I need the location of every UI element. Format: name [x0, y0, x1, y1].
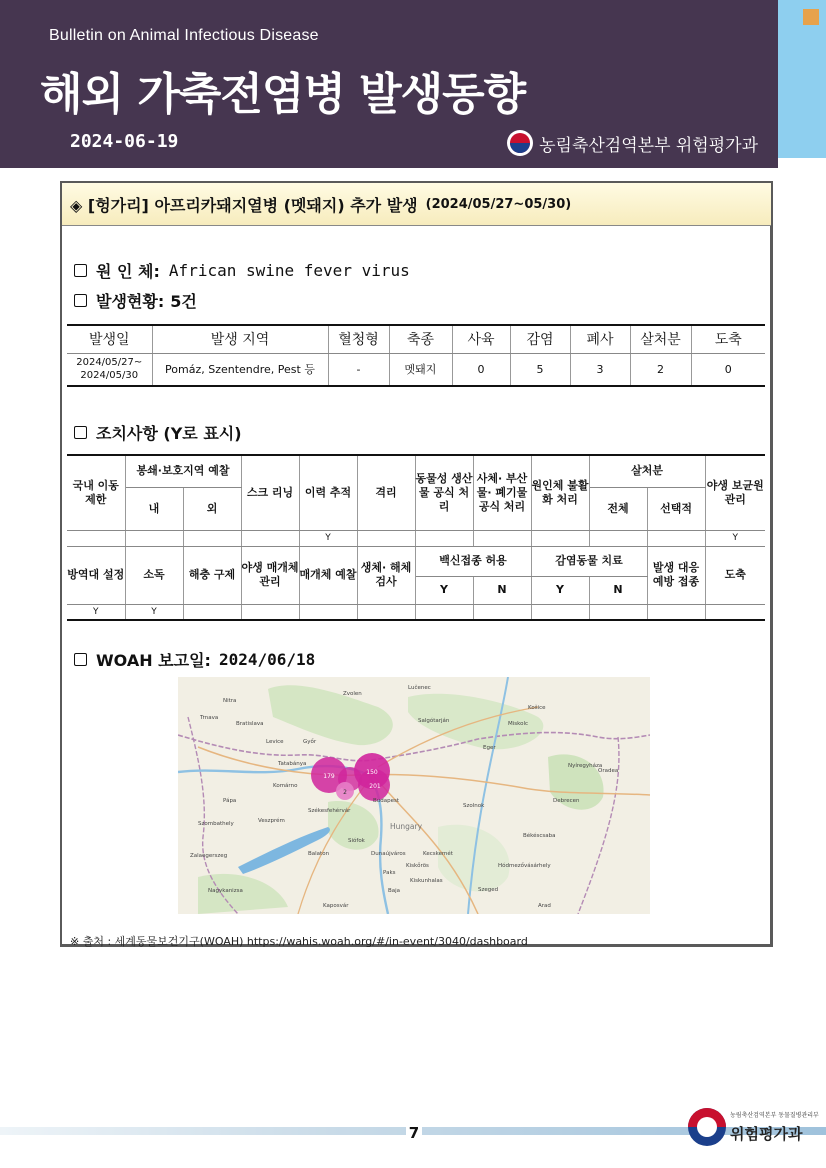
city-label: Arad — [538, 903, 551, 909]
city-label: Bratislava — [236, 721, 264, 727]
v1-3 — [241, 530, 299, 546]
city-label: Oradea — [598, 768, 619, 774]
pathogen-value: African swine fever virus — [168, 261, 410, 280]
measures-values-row-1 — [67, 530, 765, 546]
city-label: Paks — [383, 870, 396, 876]
city-label: Győr — [303, 739, 317, 745]
city-label: Tatabánya — [278, 761, 307, 767]
city-label: Zalaegerszeg — [190, 853, 228, 859]
v1-9 — [589, 530, 647, 546]
outbreak-table — [67, 324, 765, 387]
h-treat-n: N — [589, 576, 647, 604]
city-label: Eger — [483, 745, 496, 751]
outbreak-map — [178, 677, 650, 914]
square-bullet-icon — [74, 294, 87, 307]
v2-9 — [589, 604, 647, 620]
h-stamping-all: 전체 — [589, 487, 647, 530]
city-label: Nagykanizsa — [208, 888, 243, 894]
city-label: Zvolen — [343, 691, 362, 697]
report-period: (2024/05/27~05/30) — [425, 196, 572, 212]
v2-8 — [531, 604, 589, 620]
cell-date: 2024/05/27~ 2024/05/30 — [67, 353, 152, 386]
city-label: Veszprém — [258, 818, 285, 824]
city-label: Baja — [388, 888, 401, 894]
h-vacc-y: Y — [415, 576, 473, 604]
col-slaughtered: 도축 — [691, 325, 765, 353]
status-value: 5건 — [170, 292, 197, 311]
v2-7 — [473, 604, 531, 620]
col-date: 발생일 — [67, 325, 152, 353]
h-screening: 스크 리닝 — [241, 455, 299, 530]
h-products: 동물성 생산물 공식 처리 — [415, 455, 473, 530]
measures-header-row-1a — [67, 455, 765, 487]
cluster-label: 201 — [369, 783, 381, 790]
city-label: Dunaújváros — [371, 851, 406, 857]
v2-10 — [647, 604, 705, 620]
cell-susceptible: 0 — [452, 353, 510, 386]
report-frame — [60, 181, 773, 947]
h-tracing: 이력 추적 — [299, 455, 357, 530]
city-label: Nyíregyháza — [568, 763, 603, 769]
city-label: Levice — [266, 739, 284, 745]
city-label: Székesfehérvár — [308, 808, 351, 814]
cluster-label: 179 — [323, 773, 335, 780]
cell-species: 멧돼지 — [389, 353, 452, 386]
decorative-orange-square — [803, 9, 819, 25]
v1-11: Y — [705, 530, 765, 546]
outbreak-header-row — [67, 325, 765, 353]
v1-8 — [531, 530, 589, 546]
v1-1 — [125, 530, 183, 546]
v2-6 — [415, 604, 473, 620]
report-title: ◈ [헝가리] 아프리카돼지열병 (멧돼지) 추가 발생 — [70, 195, 418, 215]
v1-2 — [183, 530, 241, 546]
col-killed: 살처분 — [630, 325, 691, 353]
h-move-restrict: 국내 이동 제한 — [67, 455, 125, 530]
footer-division: 위험평가과 — [730, 1125, 803, 1143]
h-treatment: 감염동물 치료 — [531, 546, 647, 576]
city-label: Kiskunhalas — [410, 878, 443, 884]
col-susceptible: 사육 — [452, 325, 510, 353]
city-label: Szolnok — [463, 803, 485, 809]
cell-region: Pomáz, Szentendre, Pest 등 — [152, 353, 328, 386]
square-bullet-icon — [74, 426, 87, 439]
h-slaughter: 도축 — [705, 546, 765, 604]
h-zone-in: 내 — [125, 487, 183, 530]
v1-0 — [67, 530, 125, 546]
h-vector-surv: 매개체 예찰 — [299, 546, 357, 604]
measures-values-row-2 — [67, 604, 765, 620]
city-label: Hungary — [390, 822, 423, 831]
v1-7 — [473, 530, 531, 546]
cell-serotype: - — [328, 353, 389, 386]
cluster-label: 2 — [343, 789, 347, 796]
v1-10 — [647, 530, 705, 546]
city-label: Békéscsaba — [523, 833, 556, 839]
status-line — [74, 289, 197, 312]
h-wild-vector: 야생 매개체 관리 — [241, 546, 299, 604]
woah-date: 2024/06/18 — [218, 650, 316, 669]
department-name: 농림축산검역본부 위험평가과 — [539, 135, 758, 156]
v2-4 — [299, 604, 357, 620]
city-label: Salgótarján — [418, 718, 450, 724]
h-wildlife-mgmt: 야생 보균원 관리 — [705, 455, 765, 530]
city-label: Miskolc — [508, 721, 529, 727]
city-label: Szeged — [478, 887, 499, 893]
cluster-label: 150 — [366, 769, 378, 776]
h-stamping: 살처분 — [589, 455, 705, 487]
taegeuk-logo-icon — [507, 130, 533, 156]
h-vacc-n: N — [473, 576, 531, 604]
cell-deaths: 3 — [570, 353, 630, 386]
h-disinfection: 소독 — [125, 546, 183, 604]
page-number: 7 — [406, 1124, 422, 1144]
v2-11 — [705, 604, 765, 620]
h-zone: 봉쇄·보호지역 예찰 — [125, 455, 241, 487]
h-zone-out: 외 — [183, 487, 241, 530]
h-treat-y: Y — [531, 576, 589, 604]
city-label: Trnava — [200, 715, 219, 721]
department — [507, 130, 758, 156]
h-inactivation: 원인체 불활화 처리 — [531, 455, 589, 530]
footer-logo-icon — [688, 1108, 726, 1146]
h-zoning: 방역대 설정 — [67, 546, 125, 604]
cell-killed: 2 — [630, 353, 691, 386]
bulletin-subtitle: Bulletin on Animal Infectious Disease — [49, 27, 319, 44]
status-label: 발생현황: — [96, 292, 165, 311]
v1-5 — [357, 530, 415, 546]
h-carcass: 사체· 부산물· 폐기물 공식 처리 — [473, 455, 531, 530]
h-quarantine: 격리 — [357, 455, 415, 530]
city-label: Szombathely — [198, 821, 234, 827]
pathogen-label: 원 인 체: — [96, 262, 160, 281]
col-species: 축종 — [389, 325, 452, 353]
woah-line — [74, 648, 315, 671]
city-label: Lučenec — [408, 685, 431, 691]
col-deaths: 폐사 — [570, 325, 630, 353]
city-label: Komárno — [273, 783, 298, 789]
cell-cases: 5 — [510, 353, 570, 386]
footer-org: 농림축산검역본부 동물질병관리부 — [730, 1112, 819, 1119]
city-label: Budapest — [373, 798, 400, 804]
table-row — [67, 353, 765, 386]
report-date: 2024-06-19 — [70, 131, 179, 152]
city-label: Debrecen — [553, 798, 580, 804]
measures-table — [67, 454, 765, 621]
source-note: ※ 출처 : 세계동물보건기구(WOAH) https://wahis.woah.org/#/in-event/3040/dashboard — [70, 935, 528, 948]
v1-6 — [415, 530, 473, 546]
col-region: 발생 지역 — [152, 325, 328, 353]
report-title-bar — [62, 183, 771, 226]
v2-3 — [241, 604, 299, 620]
v2-0: Y — [67, 604, 125, 620]
h-vector: 해충 구제 — [183, 546, 241, 604]
page-title: 해외 가축전염병 발생동향 — [40, 69, 526, 120]
pathogen-line — [74, 259, 410, 282]
measures-header-row-2a — [67, 546, 765, 576]
v2-1: Y — [125, 604, 183, 620]
city-label: Kaposvár — [323, 903, 349, 909]
city-label: Siófok — [348, 838, 365, 844]
col-cases: 감염 — [510, 325, 570, 353]
city-label: Kiskőrös — [406, 863, 429, 869]
v1-4: Y — [299, 530, 357, 546]
col-serotype: 혈청형 — [328, 325, 389, 353]
city-label: Kecskemét — [423, 851, 453, 857]
h-test: 생체· 해체 검사 — [357, 546, 415, 604]
cell-slaughtered: 0 — [691, 353, 765, 386]
square-bullet-icon — [74, 653, 87, 666]
city-label: Balaton — [308, 851, 330, 857]
city-label: Pápa — [223, 798, 237, 804]
square-bullet-icon — [74, 264, 87, 277]
v2-2 — [183, 604, 241, 620]
measures-title: 조치사항 (Y로 표시) — [96, 424, 242, 443]
city-label: Nitra — [223, 698, 237, 704]
map-svg — [178, 677, 650, 914]
h-vaccination: 백신접종 허용 — [415, 546, 531, 576]
page-header — [0, 0, 778, 168]
h-stamping-sel: 선택적 — [647, 487, 705, 530]
measures-heading — [74, 421, 242, 444]
woah-label: WOAH 보고일: — [96, 651, 211, 670]
city-label: Hódmezővásárhely — [498, 863, 551, 869]
city-label: Košice — [528, 705, 546, 711]
v2-5 — [357, 604, 415, 620]
h-emergency-vacc: 발생 대응 예방 접종 — [647, 546, 705, 604]
